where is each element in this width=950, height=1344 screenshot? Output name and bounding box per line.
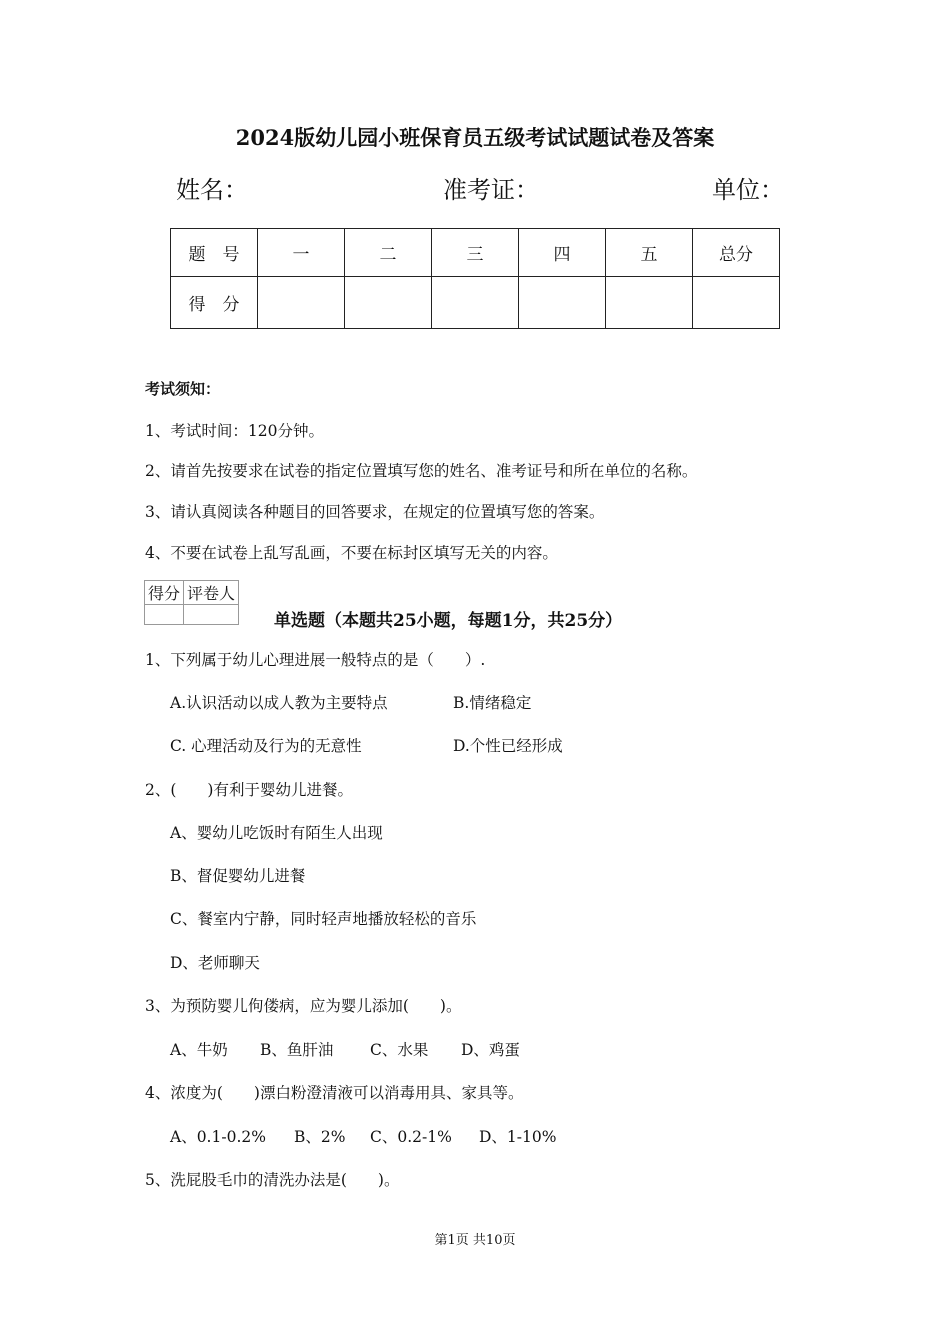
unit-label: 单位： — [712, 176, 784, 204]
score-cell — [519, 277, 606, 329]
notice-heading: 考试须知： — [145, 380, 221, 398]
option-d: D、鸡蛋 — [461, 1041, 520, 1059]
score-row-label: 得 分 — [171, 277, 258, 329]
notice-item: 4、不要在试卷上乱写乱画，不要在标封区填写无关的内容。 — [145, 544, 558, 562]
question-stem: 5、洗屁股毛巾的清洗办法是( )。 — [145, 1171, 400, 1189]
score-cell — [693, 277, 780, 329]
question-stem: 4、浓度为( )漂白粉澄清液可以消毒用具、家具等。 — [145, 1084, 524, 1102]
grader-reviewer-label: 评卷人 — [184, 581, 239, 605]
score-header-cell: 一 — [258, 229, 345, 277]
option-b: B、2% — [294, 1128, 346, 1146]
option-c: C、0.2-1% — [370, 1128, 452, 1146]
score-cell — [258, 277, 345, 329]
option-d: D、老师聊天 — [170, 954, 260, 972]
grader-score-cell — [145, 605, 184, 625]
score-table-score-row — [171, 277, 780, 329]
option-a: A、婴幼儿吃饭时有陌生人出现 — [170, 824, 383, 842]
question-stem: 2、( )有利于婴幼儿进餐。 — [145, 781, 353, 799]
notice-item: 3、请认真阅读各种题目的回答要求，在规定的位置填写您的答案。 — [145, 503, 605, 521]
score-header-cell: 三 — [432, 229, 519, 277]
score-cell — [606, 277, 693, 329]
option-d: D、1-10% — [479, 1128, 557, 1146]
grader-reviewer-cell — [184, 605, 239, 625]
score-header-cell: 二 — [345, 229, 432, 277]
option-a: A、0.1-0.2% — [170, 1128, 266, 1146]
option-c: C、水果 — [370, 1041, 429, 1059]
score-header-cell: 四 — [519, 229, 606, 277]
score-table-header-row — [171, 229, 780, 277]
option-b: B、鱼肝油 — [260, 1041, 334, 1059]
notice-item: 1、考试时间：120分钟。 — [145, 422, 324, 440]
grader-score-label: 得分 — [145, 581, 184, 605]
score-cell — [432, 277, 519, 329]
score-cell — [345, 277, 432, 329]
option-c: C、餐室内宁静，同时轻声地播放轻松的音乐 — [170, 910, 477, 928]
option-c: C. 心理活动及行为的无意性 — [170, 737, 362, 755]
page-footer: 第1页 共10页 — [434, 1233, 516, 1248]
option-b: B.情绪稳定 — [453, 694, 532, 712]
score-header-cell: 题 号 — [171, 229, 258, 277]
option-b: B、督促婴幼儿进餐 — [170, 867, 306, 885]
grader-box — [144, 580, 239, 625]
option-d: D.个性已经形成 — [453, 737, 563, 755]
question-stem: 1、下列属于幼儿心理进展一般特点的是（ ）. — [145, 651, 486, 669]
exam-number-label: 准考证： — [443, 176, 539, 204]
score-header-cell: 五 — [606, 229, 693, 277]
score-table — [170, 228, 780, 329]
section-title: 单选题（本题共25小题，每题1分，共25分） — [274, 611, 623, 631]
name-label: 姓名： — [176, 176, 248, 204]
score-header-cell: 总分 — [693, 229, 780, 277]
option-a: A.认识活动以成人教为主要特点 — [170, 694, 388, 712]
page-title: 2024版幼儿园小班保育员五级考试试题试卷及答案 — [235, 125, 715, 150]
notice-item: 2、请首先按要求在试卷的指定位置填写您的姓名、准考证号和所在单位的名称。 — [145, 462, 698, 480]
question-stem: 3、为预防婴儿佝偻病，应为婴儿添加( )。 — [145, 997, 462, 1015]
option-a: A、牛奶 — [170, 1041, 228, 1059]
